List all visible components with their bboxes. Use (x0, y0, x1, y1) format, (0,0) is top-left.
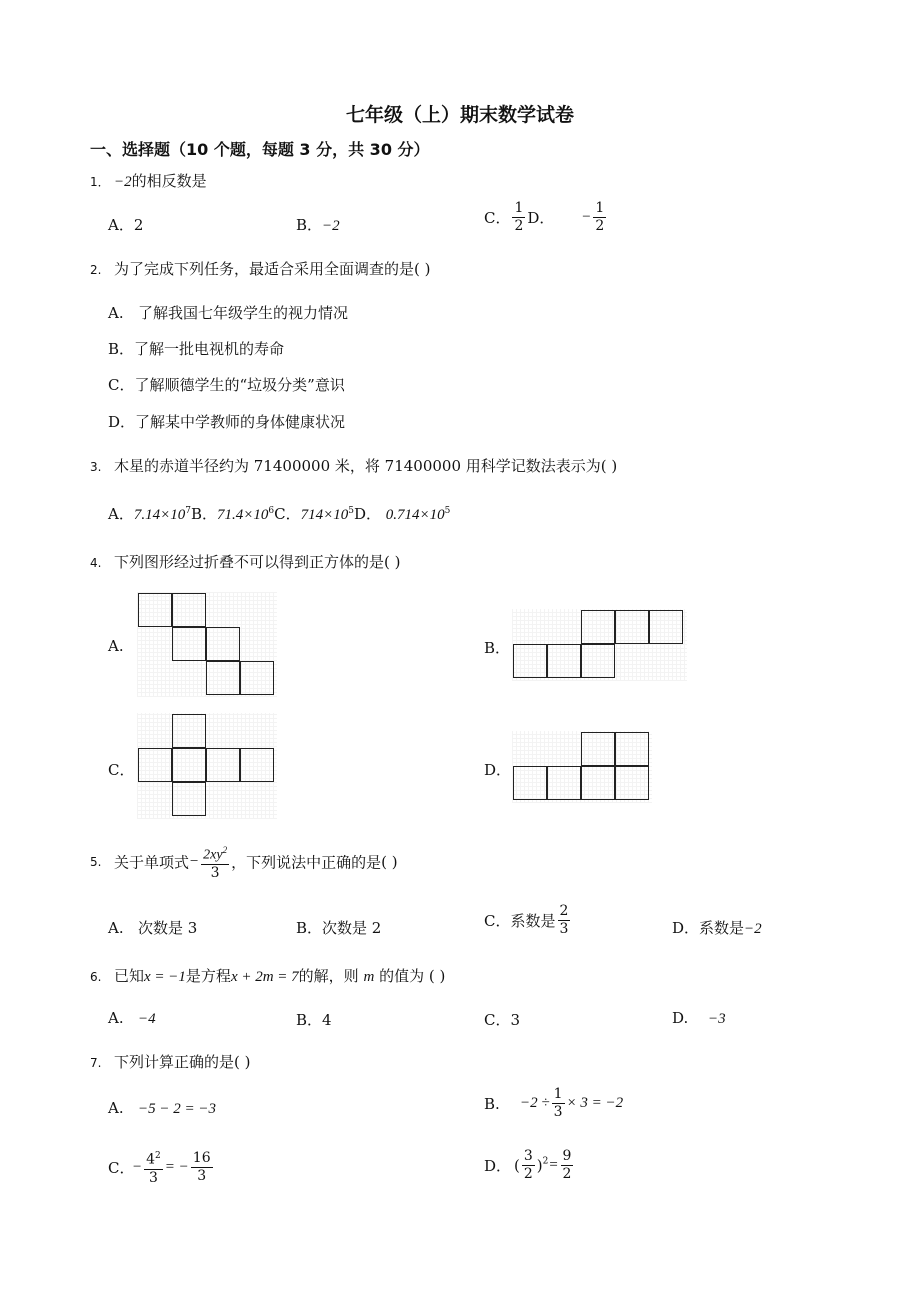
question-number: 5. (90, 854, 102, 869)
variable: m (363, 969, 375, 985)
denominator: 3 (148, 1169, 158, 1186)
option-label: C． (108, 1158, 135, 1177)
answer-paren: ( ) (234, 1053, 251, 1071)
option-b (296, 214, 340, 235)
exponent: 5 (348, 506, 354, 516)
option-label: A. (108, 919, 124, 937)
minus-sign: − (189, 853, 200, 870)
exponent: 2 (155, 1151, 161, 1161)
numerator: 2xy (203, 847, 223, 863)
option-value: 0.714×10 (385, 507, 445, 523)
question-text: 为了完成下列任务，最适合采用全面调查的是 (114, 260, 415, 278)
question-number: 2. (90, 263, 102, 277)
question-text: 下列计算正确的是 (114, 1053, 235, 1071)
question-text: 的解，则 (298, 967, 359, 985)
exponent: 2 (222, 845, 228, 855)
question-1-stem (90, 170, 207, 191)
option-c (108, 1148, 215, 1187)
option-value: 7.14×10 (133, 507, 186, 523)
option-value: −4 (138, 1011, 156, 1027)
option-a (108, 917, 197, 938)
option-b-label: B． (484, 639, 511, 657)
option-c (484, 1009, 520, 1030)
question-number: 6. (90, 970, 102, 984)
fraction (512, 200, 525, 235)
option-label: B． (296, 919, 323, 937)
question-number: 3. (90, 460, 102, 474)
options-row (108, 503, 450, 524)
numerator: 16 (192, 1149, 211, 1166)
option-a (108, 214, 143, 235)
numerator: 1 (553, 1086, 563, 1102)
question-text: 关于单项式 (114, 853, 190, 872)
question-text: 是方程 (185, 967, 231, 985)
answer-paren: ( ) (428, 967, 446, 985)
expression: −2 ÷ (520, 1095, 550, 1111)
option-c (484, 903, 572, 938)
option-label: D． (353, 505, 381, 523)
option-b (484, 1086, 623, 1121)
option-value: 4 (322, 1011, 332, 1029)
question-number: 4. (90, 556, 102, 570)
section-heading: 一、选择题（10 个题，每题 3 分，共 30 分） (90, 140, 430, 159)
equation: x = −1 (144, 969, 186, 985)
option-d (672, 917, 762, 938)
minus-sign: − (132, 1158, 143, 1175)
option-label: B. (484, 1094, 500, 1113)
option-a (108, 1099, 216, 1118)
option-label: A. (108, 1009, 124, 1027)
option-b (296, 1009, 332, 1030)
option-text: 系数是 (510, 912, 556, 930)
option-a (108, 302, 348, 323)
exponent: 5 (444, 506, 451, 516)
option-label: D． (108, 413, 136, 431)
answer-paren: ( ) (600, 457, 618, 475)
option-a-label: A. (108, 637, 124, 655)
option-text: 系数是 (699, 919, 745, 937)
option-text: 次数是 2 (322, 919, 382, 937)
numerator: 3 (523, 1148, 533, 1164)
option-label: A． (108, 216, 134, 234)
math-expression: −2 (114, 174, 132, 190)
option-text: 了解某中学教师的身体健康状况 (135, 413, 346, 431)
option-label: B． (296, 216, 323, 234)
fraction (558, 903, 571, 938)
denominator: 2 (595, 218, 605, 234)
question-text: 已知 (114, 967, 145, 985)
option-label: D． (527, 209, 555, 227)
equation: x + 2m = 7 (230, 969, 299, 985)
option-d (672, 1009, 726, 1028)
option-a (108, 1009, 156, 1028)
option-label: A. (108, 1099, 124, 1117)
paren-open: ( (514, 1156, 520, 1175)
minus-sign: − (581, 209, 592, 225)
answer-paren: ( ) (381, 852, 398, 871)
option-b (296, 917, 381, 938)
answer-paren: ( ) (384, 553, 401, 571)
option-label: B． (108, 340, 135, 358)
page-title: 七年级（上）期末数学试卷 (345, 104, 574, 126)
option-label: D． (672, 919, 700, 937)
question-number: 1． (90, 175, 110, 189)
question-text: 的值为 (379, 967, 425, 985)
option-label: C． (484, 1011, 511, 1029)
exponent: 6 (268, 506, 275, 516)
exponent: 2 (542, 1156, 549, 1167)
numerator: 4 (146, 1151, 156, 1168)
exponent: 7 (185, 506, 191, 516)
option-value: −3 (708, 1011, 726, 1027)
question-text: 下列图形经过折叠不可以得到正方体的是 (114, 553, 385, 571)
option-label: C． (108, 376, 135, 394)
numerator: 1 (595, 200, 605, 216)
option-text: 次数是 3 (138, 919, 198, 937)
option-label: B． (190, 505, 217, 523)
option-text: 了解顺德学生的“垃圾分类”意识 (134, 376, 345, 394)
option-value: −2 (744, 921, 762, 937)
option-d-label: D． (484, 761, 512, 779)
option-text: 了解一批电视机的寿命 (134, 340, 285, 358)
numerator: 1 (514, 200, 524, 216)
equals: = − (164, 1158, 189, 1175)
question-7-stem (90, 1051, 251, 1072)
numerator: 2 (559, 903, 569, 919)
fraction (144, 1148, 163, 1187)
fraction (552, 1086, 565, 1121)
option-label: A. (108, 304, 124, 322)
option-label: D. (672, 1009, 689, 1027)
question-number: 7. (90, 1056, 102, 1070)
denominator: 3 (197, 1167, 207, 1184)
fraction (522, 1148, 535, 1183)
option-value: −2 (322, 218, 340, 234)
denominator: 3 (553, 1104, 563, 1120)
fraction (593, 200, 606, 235)
denominator: 3 (210, 864, 220, 881)
option-label: C． (484, 912, 511, 930)
denominator: 2 (562, 1166, 572, 1182)
answer-paren: ( ) (414, 260, 431, 278)
option-c (108, 374, 345, 395)
question-2-stem (90, 258, 431, 279)
option-label: D． (484, 1157, 512, 1175)
option-text: 了解我国七年级学生的视力情况 (138, 304, 349, 322)
fraction (561, 1148, 574, 1183)
monomial-fraction (201, 842, 229, 882)
question-3-stem (90, 455, 617, 476)
option-c-d (484, 200, 608, 235)
denominator: 2 (523, 1166, 533, 1182)
fraction (191, 1150, 213, 1185)
denominator: 2 (514, 218, 524, 234)
question-5-stem (90, 842, 398, 882)
option-value: 2 (133, 216, 144, 234)
question-text: 木星的赤道半径约为 71400000 米，将 71400000 用科学记数法表示为 (114, 457, 601, 475)
option-label: C． (274, 505, 301, 523)
question-4-stem (90, 551, 401, 572)
option-value: 3 (510, 1011, 521, 1029)
option-value: 71.4×10 (216, 507, 269, 523)
question-6-stem (90, 965, 445, 986)
option-label: B． (296, 1011, 323, 1029)
question-text: 的相反数是 (131, 172, 207, 190)
denominator: 3 (559, 921, 569, 937)
equals: = (548, 1157, 559, 1173)
option-value: −5 − 2 = −3 (138, 1101, 216, 1117)
option-c-label: C． (108, 761, 135, 779)
numerator: 9 (562, 1148, 572, 1164)
option-d (484, 1148, 575, 1183)
expression: × 3 = −2 (566, 1095, 624, 1111)
option-value: 714×10 (300, 507, 349, 523)
question-text: ，下列说法中正确的是 (231, 853, 382, 872)
paren-close: ) (536, 1156, 543, 1175)
option-label: A． (108, 505, 134, 523)
option-label: C． (484, 209, 511, 227)
option-d (108, 411, 345, 432)
option-b (108, 338, 284, 359)
